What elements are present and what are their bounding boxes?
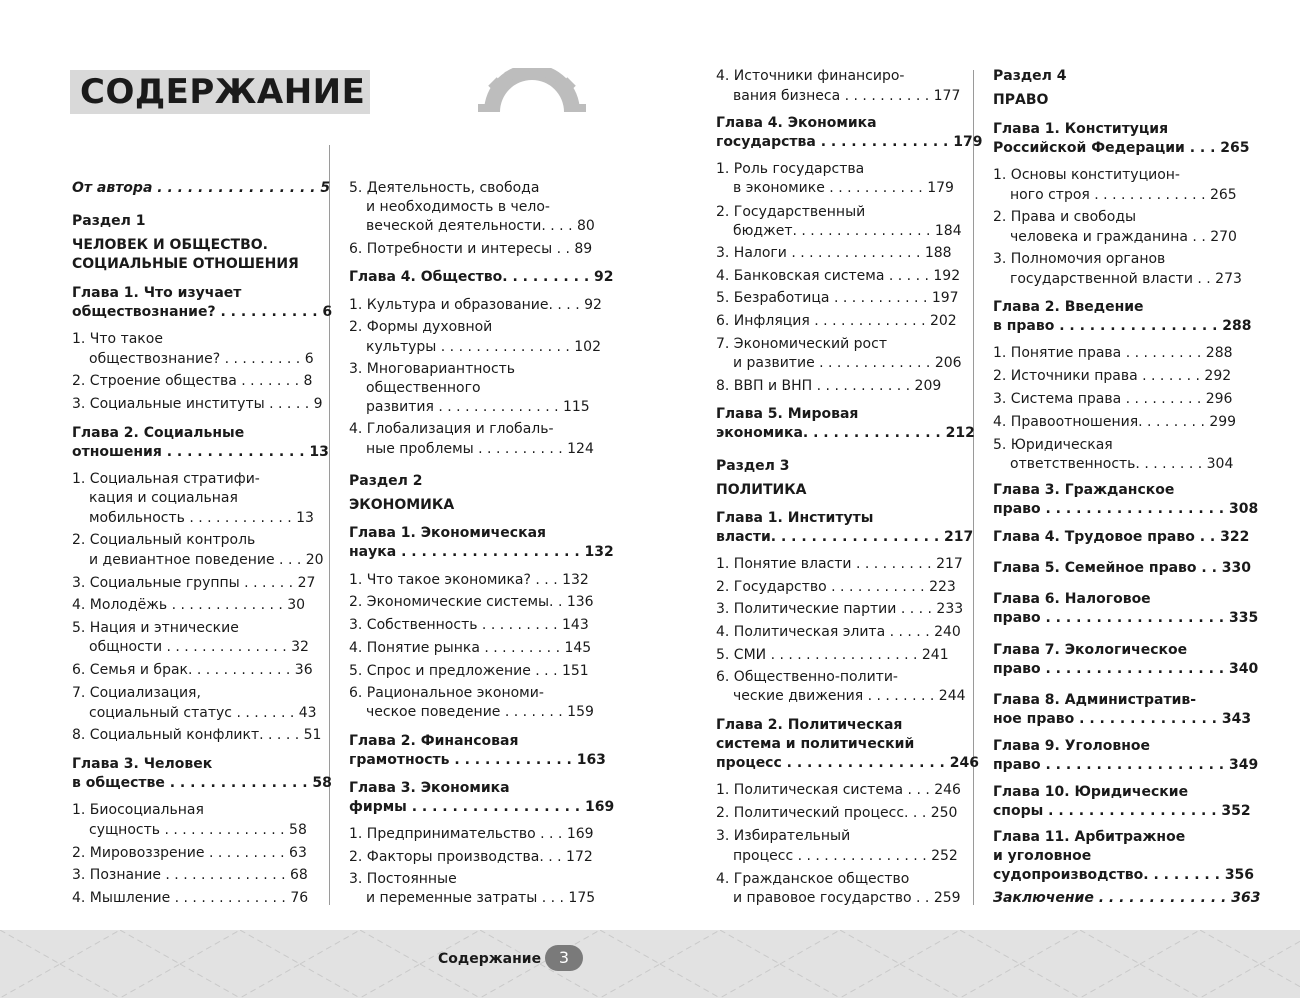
column-divider bbox=[973, 70, 974, 905]
toc-item[interactable]: и правовое государство . . 259 bbox=[733, 890, 961, 906]
toc-item[interactable]: 2. Экономические системы. . 136 bbox=[349, 594, 594, 610]
toc-item[interactable]: 1. Культура и образование. . . . 92 bbox=[349, 297, 602, 313]
toc-chapter[interactable]: отношения . . . . . . . . . . . . . . 13 bbox=[72, 444, 329, 460]
toc-item[interactable]: 2. Мировоззрение . . . . . . . . . 63 bbox=[72, 845, 307, 861]
section-title: ПРАВО bbox=[993, 92, 1049, 108]
toc-item[interactable]: 1. Предпринимательство . . . 169 bbox=[349, 826, 594, 842]
toc-item[interactable]: 4. Понятие рынка . . . . . . . . . 145 bbox=[349, 640, 592, 656]
toc-chapter[interactable]: в право . . . . . . . . . . . . . . . . 288 bbox=[993, 318, 1252, 334]
toc-item[interactable]: 3. Полномочия органов bbox=[993, 251, 1166, 267]
page-footer bbox=[0, 930, 1300, 998]
toc-item[interactable]: и девиантное поведение . . . 20 bbox=[89, 552, 324, 568]
toc-item[interactable]: 1. Роль государства bbox=[716, 161, 865, 177]
toc-chapter[interactable]: право . . . . . . . . . . . . . . . . . . 335 bbox=[993, 610, 1259, 626]
section-label: Раздел 2 bbox=[349, 473, 423, 489]
toc-chapter[interactable]: обществознание? . . . . . . . . . . 6 bbox=[72, 304, 333, 320]
toc-item[interactable]: 6. Потребности и интересы . . 89 bbox=[349, 241, 593, 257]
toc-item[interactable]: процесс . . . . . . . . . . . . . . . 252 bbox=[733, 848, 958, 864]
toc-item[interactable]: 3. Избирательный bbox=[716, 828, 851, 844]
toc-chapter[interactable]: в обществе . . . . . . . . . . . . . . 58 bbox=[72, 775, 332, 791]
toc-chapter[interactable]: Глава 10. Юридические bbox=[993, 784, 1189, 800]
toc-chapter[interactable]: государства . . . . . . . . . . . . . 179 bbox=[716, 134, 983, 150]
toc-chapter[interactable]: право . . . . . . . . . . . . . . . . . . 340 bbox=[993, 661, 1259, 677]
toc-chapter[interactable]: Глава 1. Конституция bbox=[993, 121, 1169, 137]
toc-item[interactable]: 4. Банковская система . . . . . 192 bbox=[716, 268, 961, 284]
toc-chapter[interactable]: Глава 4. Экономика bbox=[716, 115, 877, 131]
toc-item[interactable]: 2. Факторы производства. . . 172 bbox=[349, 849, 593, 865]
toc-item[interactable]: ответственность. . . . . . . . 304 bbox=[1010, 456, 1234, 472]
toc-item[interactable]: 4. Гражданское общество bbox=[716, 871, 910, 887]
toc-item[interactable]: 8. ВВП и ВНП . . . . . . . . . . . 209 bbox=[716, 378, 942, 394]
toc-item[interactable]: 1. Биосоциальная bbox=[72, 802, 204, 818]
toc-item[interactable]: и переменные затраты . . . 175 bbox=[366, 890, 596, 906]
toc-chapter[interactable]: споры . . . . . . . . . . . . . . . . . 352 bbox=[993, 803, 1251, 819]
toc-item[interactable]: 7. Социализация, bbox=[72, 685, 201, 701]
toc-item[interactable]: 6. Общественно-полити- bbox=[716, 669, 898, 685]
toc-chapter[interactable]: экономика. . . . . . . . . . . . . . 212 bbox=[716, 425, 975, 441]
toc-item[interactable]: 8. Социальный конфликт. . . . . 51 bbox=[72, 727, 322, 743]
toc-chapter[interactable]: фирмы . . . . . . . . . . . . . . . . . 169 bbox=[349, 799, 615, 815]
toc-chapter[interactable]: Глава 8. Административ- bbox=[993, 692, 1197, 708]
toc-chapter[interactable]: право . . . . . . . . . . . . . . . . . . 308 bbox=[993, 501, 1259, 517]
toc-item[interactable]: ческое поведение . . . . . . . 159 bbox=[366, 704, 594, 720]
toc-item[interactable]: кация и социальная bbox=[89, 490, 238, 506]
toc-chapter[interactable]: Глава 2. Финансовая bbox=[349, 733, 519, 749]
toc-chapter[interactable]: Глава 7. Экологическое bbox=[993, 642, 1188, 658]
toc-item[interactable]: 6. Семья и брак. . . . . . . . . . . . 36 bbox=[72, 662, 313, 678]
toc-item[interactable]: развития . . . . . . . . . . . . . . 115 bbox=[366, 399, 590, 415]
toc-item[interactable]: 4. Источники финансиро- bbox=[716, 68, 905, 84]
toc-item[interactable]: 3. Социальные институты . . . . . 9 bbox=[72, 396, 323, 412]
section-label: Раздел 1 bbox=[72, 213, 146, 229]
toc-item[interactable]: 2. Государство . . . . . . . . . . . 223 bbox=[716, 579, 956, 595]
toc-item[interactable]: 6. Рациональное экономи- bbox=[349, 685, 544, 701]
toc-chapter[interactable]: Глава 11. Арбитражное bbox=[993, 829, 1186, 845]
toc-item[interactable]: 2. Социальный контроль bbox=[72, 532, 256, 548]
toc-item[interactable]: 6. Инфляция . . . . . . . . . . . . . 202 bbox=[716, 313, 957, 329]
toc-item[interactable]: 3. Познание . . . . . . . . . . . . . . 68 bbox=[72, 867, 308, 883]
toc-chapter[interactable]: Глава 5. Мировая bbox=[716, 406, 859, 422]
toc-item[interactable]: мобильность . . . . . . . . . . . . 13 bbox=[89, 510, 314, 526]
toc-item[interactable]: 5. СМИ . . . . . . . . . . . . . . . . . 241 bbox=[716, 647, 949, 663]
toc-item[interactable]: 1. Политическая система . . . 246 bbox=[716, 782, 961, 798]
toc-item[interactable]: в экономике . . . . . . . . . . . 179 bbox=[733, 180, 954, 196]
toc-item[interactable]: культуры . . . . . . . . . . . . . . . 102 bbox=[366, 339, 601, 355]
section-label: Раздел 4 bbox=[993, 68, 1067, 84]
toc-chapter[interactable]: система и политический bbox=[716, 736, 915, 752]
toc-chapter[interactable]: Глава 3. Гражданское bbox=[993, 482, 1175, 498]
toc-item[interactable]: человека и гражданина . . 270 bbox=[1010, 229, 1237, 245]
toc-chapter[interactable]: наука . . . . . . . . . . . . . . . . . . 132 bbox=[349, 544, 614, 560]
toc-item[interactable]: 1. Социальная стратифи- bbox=[72, 471, 260, 487]
toc-item[interactable]: 4. Молодёжь . . . . . . . . . . . . . 30 bbox=[72, 597, 306, 613]
toc-item[interactable]: веческой деятельности. . . . 80 bbox=[366, 218, 595, 234]
toc-chapter[interactable]: власти. . . . . . . . . . . . . . . . . 217 bbox=[716, 529, 974, 545]
toc-chapter[interactable]: Глава 1. Что изучает bbox=[72, 285, 242, 301]
toc-chapter[interactable]: Глава 9. Уголовное bbox=[993, 738, 1150, 754]
toc-item[interactable]: 5. Юридическая bbox=[993, 437, 1113, 453]
toc-item[interactable]: и необходимость в чело- bbox=[366, 199, 550, 215]
toc-chapter[interactable]: процесс . . . . . . . . . . . . . . . . 246 bbox=[716, 755, 979, 771]
section-title: СОЦИАЛЬНЫЕ ОТНОШЕНИЯ bbox=[72, 256, 299, 272]
toc-item[interactable]: 1. Что такое экономика? . . . 132 bbox=[349, 572, 589, 588]
toc-item[interactable]: ные проблемы . . . . . . . . . . 124 bbox=[366, 441, 594, 457]
toc-chapter[interactable]: Глава 1. Экономическая bbox=[349, 525, 547, 541]
footer-label: Содержание bbox=[438, 951, 542, 967]
toc-item[interactable]: 4. Правоотношения. . . . . . . . 299 bbox=[993, 414, 1237, 430]
toc-item[interactable]: ного строя . . . . . . . . . . . . . 265 bbox=[1010, 187, 1237, 203]
toc-chapter[interactable]: Глава 5. Семейное право . . 330 bbox=[993, 560, 1252, 576]
toc-item[interactable]: 3. Налоги . . . . . . . . . . . . . . . 188 bbox=[716, 245, 952, 261]
section-title: ПОЛИТИКА bbox=[716, 482, 807, 498]
toc-item[interactable]: 2. Формы духовной bbox=[349, 319, 493, 335]
toc-item[interactable]: 2. Права и свободы bbox=[993, 209, 1137, 225]
toc-item[interactable]: 4. Политическая элита . . . . . 240 bbox=[716, 624, 961, 640]
footer-pattern bbox=[0, 930, 1300, 998]
toc-item[interactable]: бюджет. . . . . . . . . . . . . . . . 184 bbox=[733, 223, 962, 239]
toc-chapter[interactable]: Глава 4. Общество. . . . . . . . . 92 bbox=[349, 269, 614, 285]
toc-item[interactable]: государственной власти . . 273 bbox=[1010, 271, 1242, 287]
toc-item[interactable]: 4. Глобализация и глобаль- bbox=[349, 421, 554, 437]
toc-item[interactable]: и развитие . . . . . . . . . . . . . 206 bbox=[733, 355, 962, 371]
toc-chapter[interactable]: грамотность . . . . . . . . . . . . 163 bbox=[349, 752, 606, 768]
toc-item[interactable]: 5. Спрос и предложение . . . 151 bbox=[349, 663, 589, 679]
toc-item[interactable]: 2. Политический процесс. . . 250 bbox=[716, 805, 958, 821]
gear-icon bbox=[478, 68, 586, 114]
toc-item[interactable]: 3. Многовариантность bbox=[349, 361, 516, 377]
toc-chapter[interactable]: Глава 2. Политическая bbox=[716, 717, 903, 733]
toc-item[interactable]: общественного bbox=[366, 380, 481, 396]
toc-item[interactable]: 2. Строение общества . . . . . . . 8 bbox=[72, 373, 313, 389]
page-number-badge: 3 bbox=[545, 945, 583, 971]
toc-chapter[interactable]: Глава 3. Экономика bbox=[349, 780, 510, 796]
toc-item[interactable]: вания бизнеса . . . . . . . . . . 177 bbox=[733, 88, 961, 104]
toc-chapter[interactable]: право . . . . . . . . . . . . . . . . . . 349 bbox=[993, 757, 1259, 773]
toc-item[interactable]: ческие движения . . . . . . . . 244 bbox=[733, 688, 966, 704]
toc-item[interactable]: 5. Нация и этнические bbox=[72, 620, 239, 636]
section-label: Раздел 3 bbox=[716, 458, 790, 474]
toc-item[interactable]: 3. Система права . . . . . . . . . 296 bbox=[993, 391, 1233, 407]
toc-item[interactable]: обществознание? . . . . . . . . . 6 bbox=[89, 351, 314, 367]
toc-chapter[interactable]: Глава 4. Трудовое право . . 322 bbox=[993, 529, 1250, 545]
toc-item[interactable]: социальный статус . . . . . . . 43 bbox=[89, 705, 317, 721]
toc-item[interactable]: 3. Постоянные bbox=[349, 871, 457, 887]
toc-entry-foreword[interactable]: От автора . . . . . . . . . . . . . . . . 5 bbox=[72, 180, 331, 196]
toc-item[interactable]: 2. Источники права . . . . . . . 292 bbox=[993, 368, 1232, 384]
toc-chapter[interactable]: Глава 1. Институты bbox=[716, 510, 874, 526]
toc-item[interactable]: 4. Мышление . . . . . . . . . . . . . 76 bbox=[72, 890, 309, 906]
toc-item[interactable]: 1. Понятие власти . . . . . . . . . 217 bbox=[716, 556, 963, 572]
toc-chapter[interactable]: судопроизводство. . . . . . . . 356 bbox=[993, 867, 1255, 883]
toc-item[interactable]: 3. Социальные группы . . . . . . 27 bbox=[72, 575, 316, 591]
toc-chapter[interactable]: ное право . . . . . . . . . . . . . . 343 bbox=[993, 711, 1252, 727]
toc-item[interactable]: 2. Государственный bbox=[716, 204, 866, 220]
toc-entry-conclusion[interactable]: Заключение . . . . . . . . . . . . . 363 bbox=[993, 890, 1261, 906]
toc-item[interactable]: сущность . . . . . . . . . . . . . . 58 bbox=[89, 822, 307, 838]
toc-chapter[interactable]: Глава 3. Человек bbox=[72, 756, 213, 772]
toc-chapter[interactable]: Глава 2. Социальные bbox=[72, 425, 245, 441]
toc-item[interactable]: общности . . . . . . . . . . . . . . 32 bbox=[89, 639, 309, 655]
toc-item[interactable]: 5. Безработица . . . . . . . . . . . 197 bbox=[716, 290, 959, 306]
toc-item[interactable]: 5. Деятельность, свобода bbox=[349, 180, 540, 196]
toc-chapter[interactable]: Глава 6. Налоговое bbox=[993, 591, 1151, 607]
toc-item[interactable]: 7. Экономический рост bbox=[716, 336, 887, 352]
toc-chapter[interactable]: Глава 2. Введение bbox=[993, 299, 1144, 315]
section-title: ЧЕЛОВЕК И ОБЩЕСТВО. bbox=[72, 237, 268, 253]
toc-item[interactable]: 1. Понятие права . . . . . . . . . 288 bbox=[993, 345, 1233, 361]
toc-chapter[interactable]: Российской Федерации . . . 265 bbox=[993, 140, 1250, 156]
toc-item[interactable]: 1. Основы конституцион- bbox=[993, 167, 1180, 183]
section-title: ЭКОНОМИКА bbox=[349, 497, 455, 513]
page-title: СОДЕРЖАНИЕ bbox=[70, 70, 370, 114]
toc-item[interactable]: 1. Что такое bbox=[72, 331, 163, 347]
toc-item[interactable]: 3. Собственность . . . . . . . . . 143 bbox=[349, 617, 589, 633]
toc-item[interactable]: 3. Политические партии . . . . 233 bbox=[716, 601, 964, 617]
toc-chapter[interactable]: и уголовное bbox=[993, 848, 1092, 864]
